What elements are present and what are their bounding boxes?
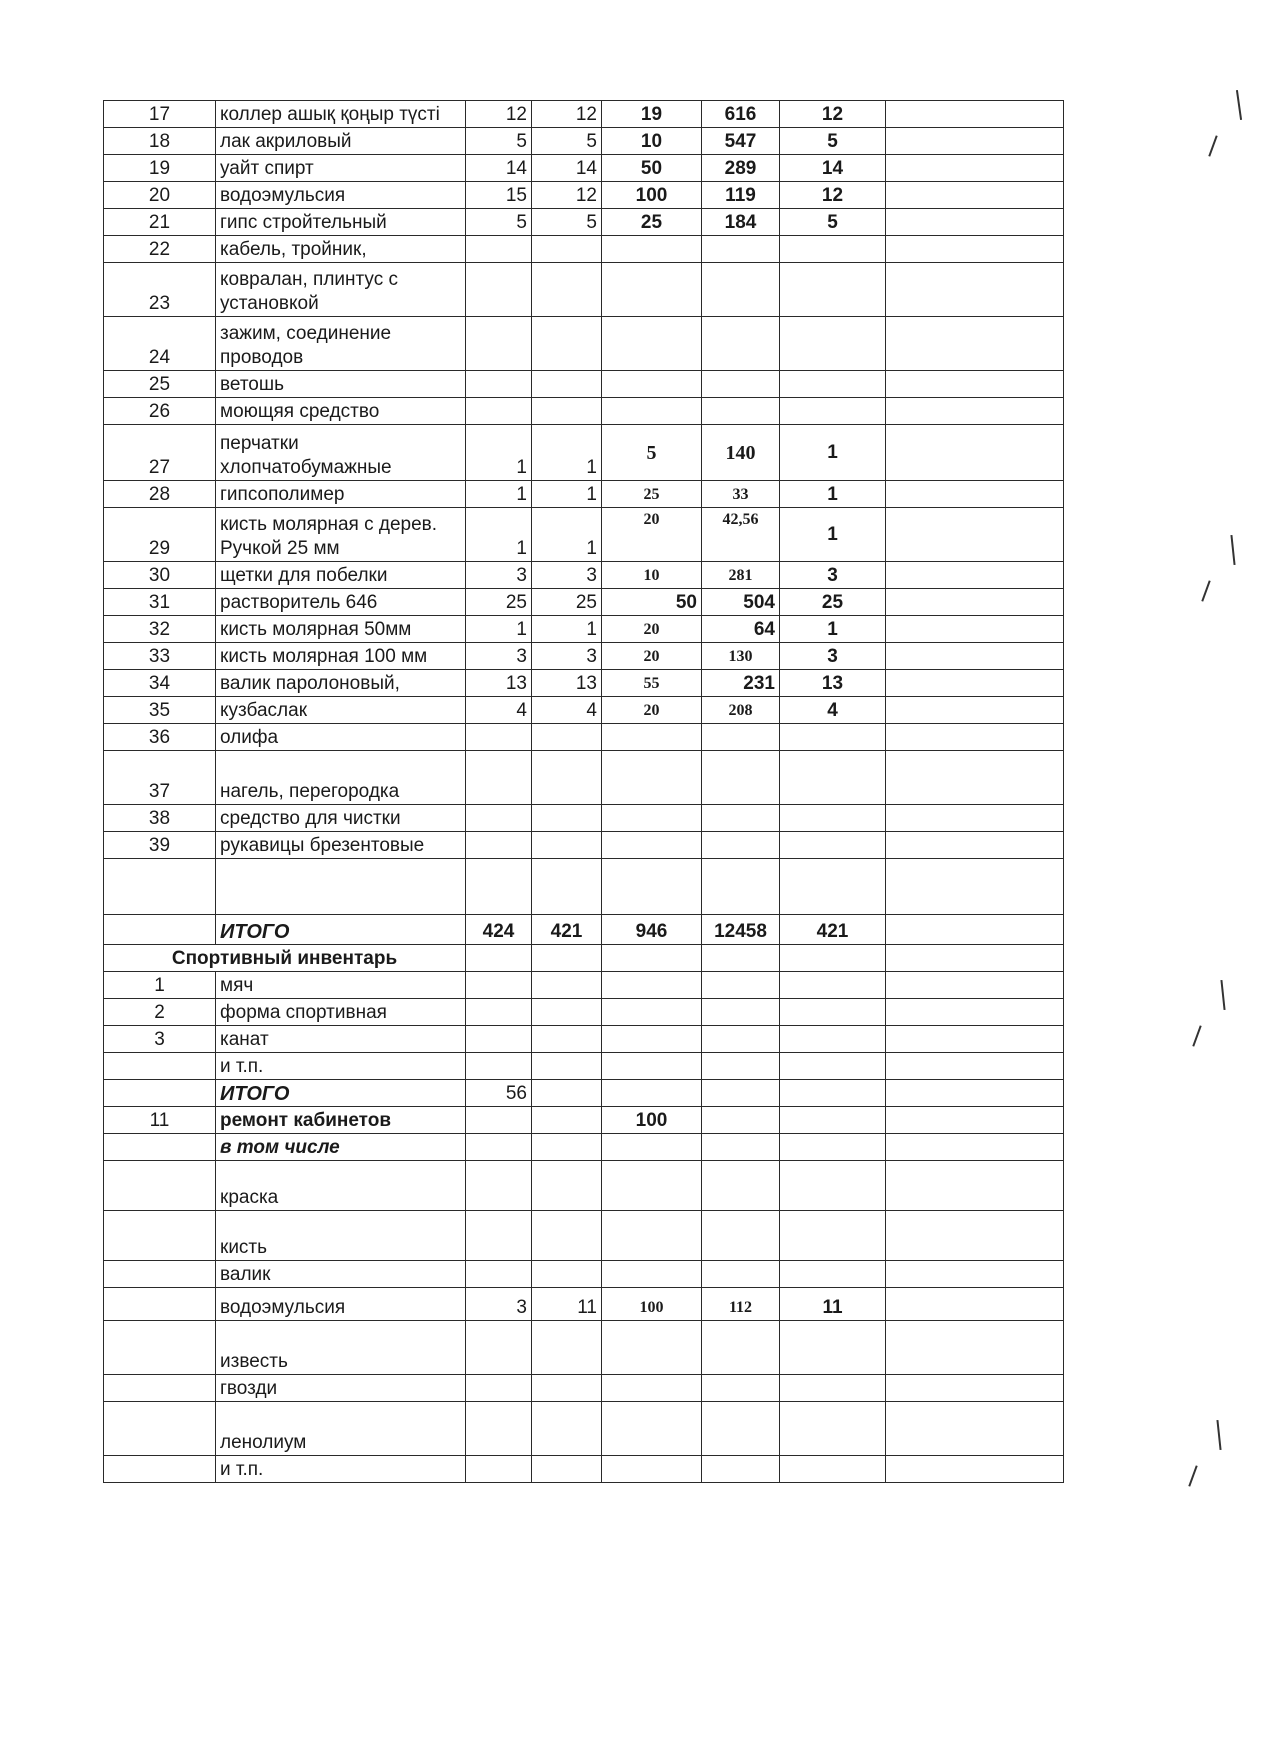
cell-c3: 20: [602, 643, 702, 670]
cell-empty: [886, 209, 1064, 236]
table-row: [104, 1375, 1064, 1402]
cell-c3: 19: [602, 101, 702, 128]
row-number: 34: [104, 670, 216, 697]
section-header-row: [104, 945, 1064, 972]
cell-c5: 1: [780, 481, 886, 508]
cell-c1: 5: [466, 128, 532, 155]
cell-c2: 1: [532, 481, 602, 508]
item-name: водоэмульсия: [216, 182, 466, 209]
cell-c2: 12: [532, 101, 602, 128]
row-number: 29: [104, 508, 216, 562]
table-row: [104, 1456, 1064, 1483]
item-name: канат: [216, 1026, 466, 1053]
table-row: [104, 751, 1064, 805]
row-number: 23: [104, 263, 216, 317]
row-number: 2: [104, 999, 216, 1026]
cell-c3: 20: [602, 697, 702, 724]
item-name: гипсополимер: [216, 481, 466, 508]
total-label: ИТОГО: [216, 1080, 466, 1107]
table-row: [104, 209, 1064, 236]
cell-c3: 5: [602, 425, 702, 481]
cell-c1: 3: [466, 1288, 532, 1321]
cell-c5: 5: [780, 209, 886, 236]
cell-c3: 55: [602, 670, 702, 697]
item-name: кисть молярная с дерев. Ручкой 25 мм: [216, 508, 466, 562]
cell-empty: [886, 128, 1064, 155]
cell-c2: 3: [532, 643, 602, 670]
cell-c5: 11: [780, 1288, 886, 1321]
item-name: щетки для побелки: [216, 562, 466, 589]
item-name: валик паролоновый,: [216, 670, 466, 697]
cell-c2: 3: [532, 562, 602, 589]
table-row: [104, 155, 1064, 182]
table-row: [104, 371, 1064, 398]
table-row: [104, 670, 1064, 697]
row-number: 1: [104, 972, 216, 999]
table-row: [104, 697, 1064, 724]
item-name: мяч: [216, 972, 466, 999]
cell-c4: 112: [702, 1288, 780, 1321]
table-row: [104, 398, 1064, 425]
row-number: 22: [104, 236, 216, 263]
row-number: [104, 1053, 216, 1080]
cell-c5: 3: [780, 643, 886, 670]
table-row: [104, 263, 1064, 317]
table-row: [104, 425, 1064, 481]
cell-c5: 4: [780, 697, 886, 724]
table-row: [104, 481, 1064, 508]
cell-c3: 20: [602, 508, 702, 562]
table-row: [104, 1107, 1064, 1134]
cell-c1: 15: [466, 182, 532, 209]
item-name: лак акриловый: [216, 128, 466, 155]
cell-c4: 130: [702, 643, 780, 670]
cell-c5: 1: [780, 508, 886, 562]
table-row: [104, 643, 1064, 670]
cell-c3: 100: [602, 182, 702, 209]
row-number: 24: [104, 317, 216, 371]
cell-c5: 1: [780, 616, 886, 643]
item-name: рукавицы брезентовые: [216, 832, 466, 859]
cell-c3: 100: [602, 1288, 702, 1321]
row-number: 32: [104, 616, 216, 643]
item-name: растворитель 646: [216, 589, 466, 616]
cell-c5: 12: [780, 182, 886, 209]
total-c4: 12458: [702, 915, 780, 945]
row-number: 19: [104, 155, 216, 182]
row-number: 25: [104, 371, 216, 398]
total-row: [104, 915, 1064, 945]
cell-c2: 1: [532, 425, 602, 481]
table-row: [104, 562, 1064, 589]
cell-c4: 616: [702, 101, 780, 128]
table-row: [104, 1288, 1064, 1321]
cell-c5: 1: [780, 425, 886, 481]
cell-c3: 25: [602, 481, 702, 508]
item-name: краска: [216, 1161, 466, 1211]
item-name: средство для чистки: [216, 805, 466, 832]
item-name: коллер ашық қоңыр түсті: [216, 101, 466, 128]
table-row: [104, 1161, 1064, 1211]
cell-c5: 12: [780, 101, 886, 128]
cell-c3: 50: [602, 589, 702, 616]
table-row: [104, 1261, 1064, 1288]
table-row: [104, 724, 1064, 751]
total-label: ИТОГО: [216, 915, 466, 945]
row-number: 21: [104, 209, 216, 236]
row-number: 37: [104, 751, 216, 805]
table-row: [104, 1321, 1064, 1375]
table-row: [104, 1211, 1064, 1261]
cell-c2: 13: [532, 670, 602, 697]
row-number: 27: [104, 425, 216, 481]
cell-empty: [886, 101, 1064, 128]
table-row: [104, 1053, 1064, 1080]
item-name: известь: [216, 1321, 466, 1375]
item-name: кабель, тройник,: [216, 236, 466, 263]
cell-c3: 20: [602, 616, 702, 643]
cell-c1: 1: [466, 425, 532, 481]
cell-c4: 42,56: [702, 508, 780, 562]
row-number: 35: [104, 697, 216, 724]
cell-c4: 289: [702, 155, 780, 182]
table-row: [104, 589, 1064, 616]
item-name: нагель, перегородка: [216, 751, 466, 805]
item-name: зажим, соединение проводов: [216, 317, 466, 371]
sub-label: в том числе: [216, 1134, 466, 1161]
cell-c4: 184: [702, 209, 780, 236]
cell-c1: 14: [466, 155, 532, 182]
table-row: [104, 999, 1064, 1026]
total-c3: 946: [602, 915, 702, 945]
item-name: кузбаслак: [216, 697, 466, 724]
item-name: ковралан, плинтус с установкой: [216, 263, 466, 317]
total-c2: 421: [532, 915, 602, 945]
cell-c2: 5: [532, 128, 602, 155]
cell-c4: 140: [702, 425, 780, 481]
cell-c1: 25: [466, 589, 532, 616]
table-row: [104, 182, 1064, 209]
cell-c3: 10: [602, 128, 702, 155]
row-number: 36: [104, 724, 216, 751]
item-name: перчатки хлопчатобумажные: [216, 425, 466, 481]
cell-c3: 50: [602, 155, 702, 182]
cell-c1: 3: [466, 643, 532, 670]
table-row: [104, 101, 1064, 128]
item-name: гипс стройтельный: [216, 209, 466, 236]
cell-c2: 1: [532, 508, 602, 562]
cell-c5: 5: [780, 128, 886, 155]
item-name: гвозди: [216, 1375, 466, 1402]
cell-c5: 14: [780, 155, 886, 182]
item-name: и т.п.: [216, 1456, 466, 1483]
table-row: [104, 128, 1064, 155]
table-row: [104, 616, 1064, 643]
item-name: ремонт кабинетов: [216, 1107, 466, 1134]
row-number: 11: [104, 1107, 216, 1134]
item-name: ветошь: [216, 371, 466, 398]
cell-c4: 208: [702, 697, 780, 724]
row-number: 39: [104, 832, 216, 859]
row-number: 20: [104, 182, 216, 209]
cell-c2: 5: [532, 209, 602, 236]
cell-c2: 1: [532, 616, 602, 643]
cell-c2: 4: [532, 697, 602, 724]
cell-c5: 25: [780, 589, 886, 616]
cell-c4: 33: [702, 481, 780, 508]
item-name: моющяя средство: [216, 398, 466, 425]
table-row: [104, 508, 1064, 562]
cell-c1: 1: [466, 481, 532, 508]
cell-empty: [886, 155, 1064, 182]
item-name: кисть молярная 50мм: [216, 616, 466, 643]
cell-c1: 12: [466, 101, 532, 128]
cell-empty: [886, 182, 1064, 209]
cell-c3: 25: [602, 209, 702, 236]
cell-c2: 14: [532, 155, 602, 182]
cell-c1: 13: [466, 670, 532, 697]
cell-c5: 13: [780, 670, 886, 697]
row-number: 18: [104, 128, 216, 155]
section-title: Спортивный инвентарь: [104, 945, 466, 972]
cell-c4: 504: [702, 589, 780, 616]
row-number: 26: [104, 398, 216, 425]
cell-c4: 281: [702, 562, 780, 589]
cell-c3: 100: [602, 1107, 702, 1134]
item-name: кисть: [216, 1211, 466, 1261]
row-number: 28: [104, 481, 216, 508]
row-number: 3: [104, 1026, 216, 1053]
cell-c2: 11: [532, 1288, 602, 1321]
cell-c2: 12: [532, 182, 602, 209]
total-value: 56: [466, 1080, 532, 1107]
table-row: [104, 317, 1064, 371]
total-row: [104, 1080, 1064, 1107]
cell-c1: 1: [466, 616, 532, 643]
table-row: [104, 832, 1064, 859]
table-row: [104, 236, 1064, 263]
item-name: уайт спирт: [216, 155, 466, 182]
total-c5: 421: [780, 915, 886, 945]
item-name: ленолиум: [216, 1402, 466, 1456]
item-name: водоэмульсия: [216, 1288, 466, 1321]
table-row: [104, 1026, 1064, 1053]
row-number: 38: [104, 805, 216, 832]
total-c1: 424: [466, 915, 532, 945]
table-row: [104, 805, 1064, 832]
cell-c4: 231: [702, 670, 780, 697]
cell-c1: 3: [466, 562, 532, 589]
cell-c2: 25: [532, 589, 602, 616]
cell-c5: 3: [780, 562, 886, 589]
row-number: 33: [104, 643, 216, 670]
cell-c4: 547: [702, 128, 780, 155]
table-row: [104, 1402, 1064, 1456]
row-number: 30: [104, 562, 216, 589]
cell-c4: 119: [702, 182, 780, 209]
item-name: форма спортивная: [216, 999, 466, 1026]
cell-c1: 5: [466, 209, 532, 236]
inventory-table: [103, 100, 1064, 1483]
cell-c4: 64: [702, 616, 780, 643]
table-row-blank: [104, 859, 1064, 915]
item-name: кисть молярная 100 мм: [216, 643, 466, 670]
item-name: олифа: [216, 724, 466, 751]
cell-c1: 4: [466, 697, 532, 724]
row-number: 17: [104, 101, 216, 128]
table-row: [104, 972, 1064, 999]
item-name: и т.п.: [216, 1053, 466, 1080]
table-row: [104, 1134, 1064, 1161]
cell-c1: 1: [466, 508, 532, 562]
item-name: валик: [216, 1261, 466, 1288]
cell-c3: 10: [602, 562, 702, 589]
row-number: 31: [104, 589, 216, 616]
